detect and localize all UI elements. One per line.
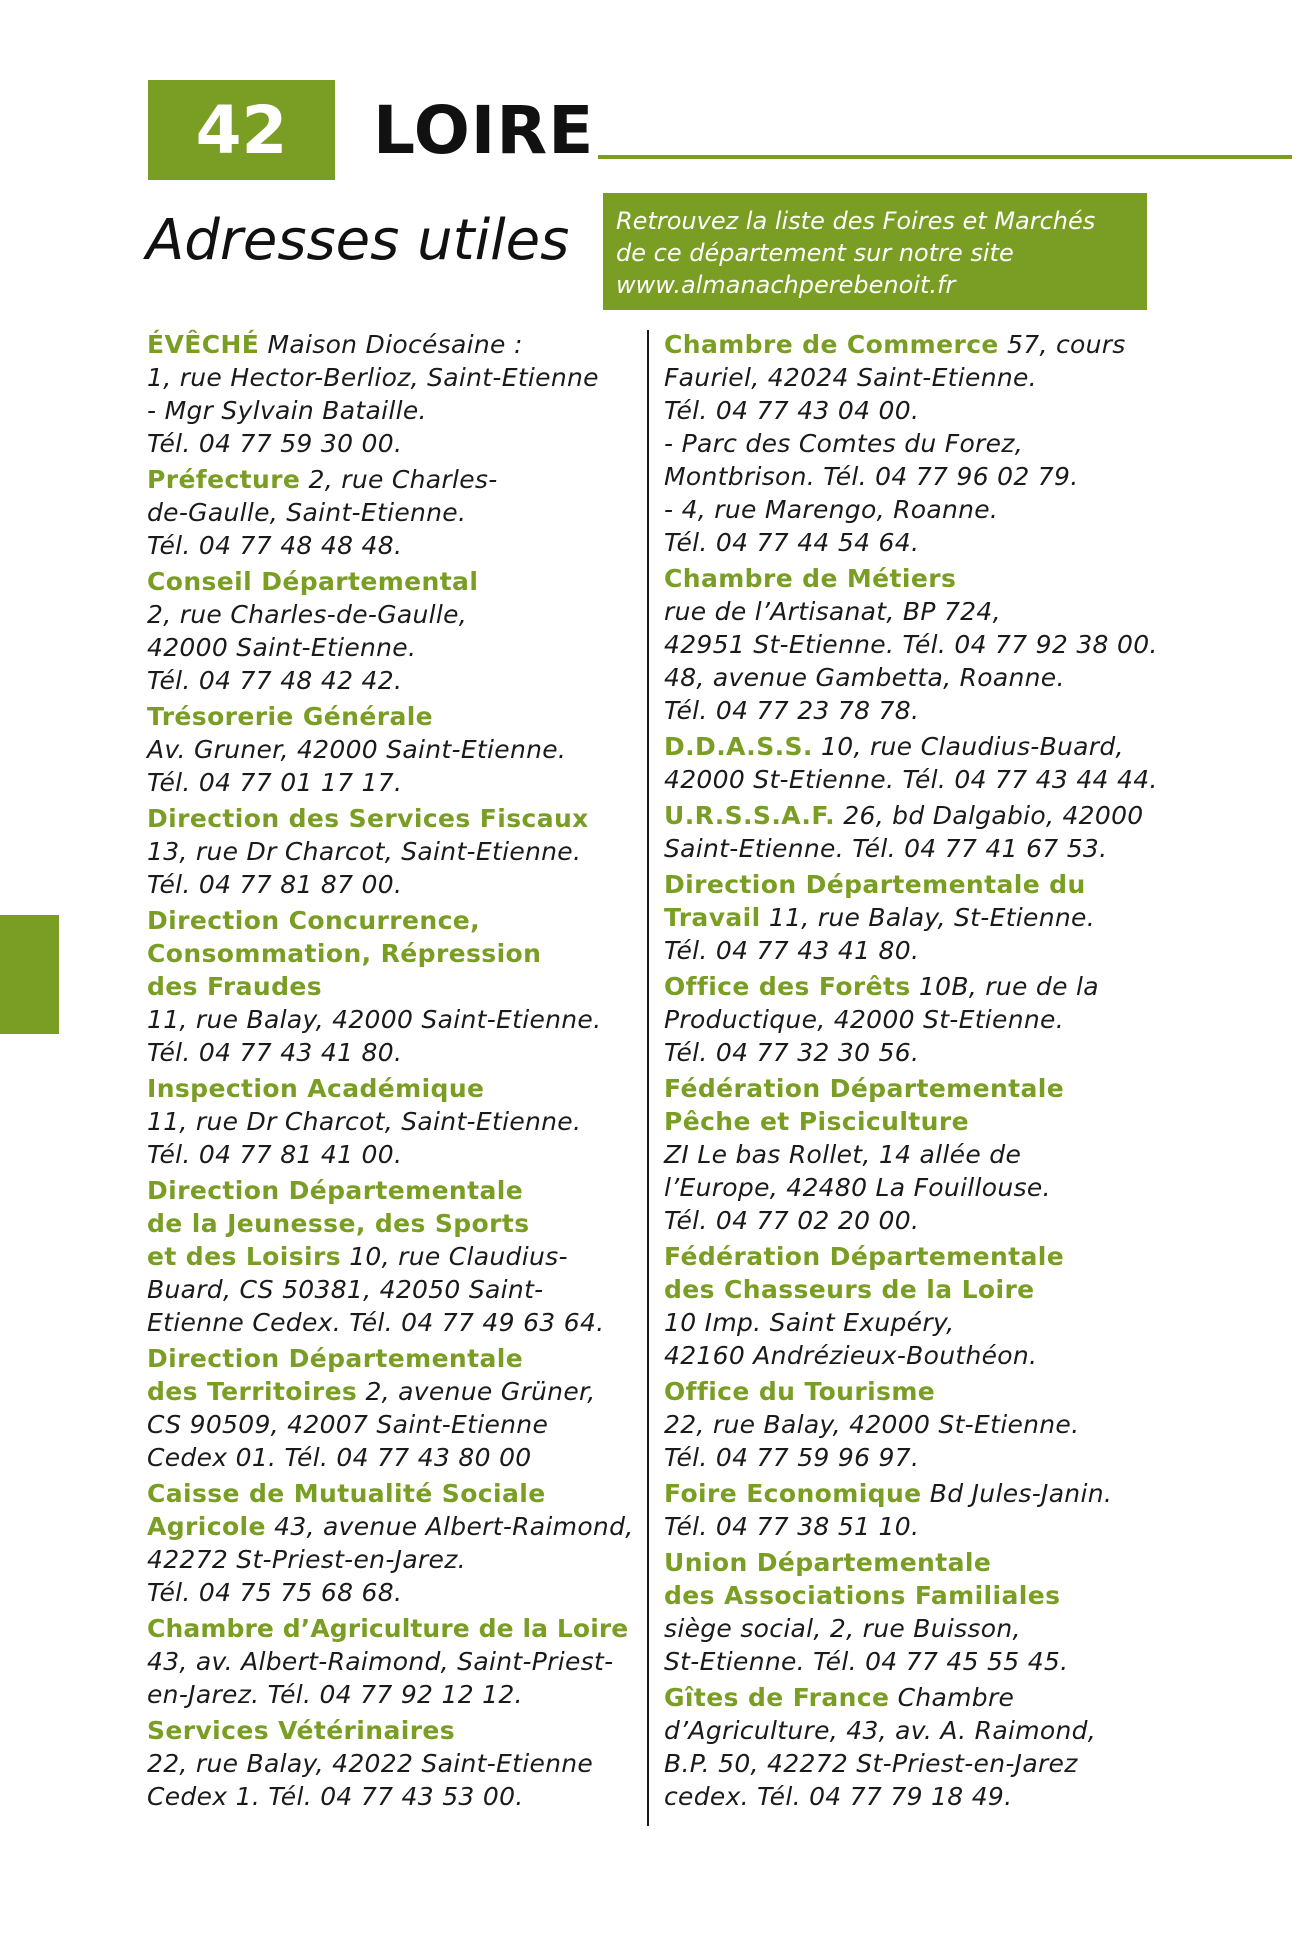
organization-name: de la Jeunesse, des Sports bbox=[147, 1209, 530, 1238]
organization-name: Consommation, Répression bbox=[147, 939, 542, 968]
address-entry bbox=[664, 730, 1284, 796]
address-text: d’Agriculture, 43, av. A. Raimond, bbox=[664, 1716, 1097, 1745]
entry-line bbox=[664, 661, 1284, 694]
entry-line bbox=[664, 1612, 1284, 1645]
entry-line bbox=[147, 1306, 637, 1339]
entry-line bbox=[664, 832, 1284, 865]
organization-name: Direction Départementale du bbox=[664, 870, 1086, 899]
entry-line bbox=[664, 934, 1284, 967]
side-tab-marker bbox=[0, 915, 59, 1034]
address-text: 10B, rue de la bbox=[910, 972, 1099, 1001]
entry-line bbox=[147, 496, 637, 529]
organization-name: Fédération Départementale bbox=[664, 1242, 1065, 1271]
entry-line bbox=[664, 394, 1284, 427]
address-entry bbox=[147, 1072, 637, 1171]
address-text: St-Etienne. Tél. 04 77 45 55 45. bbox=[664, 1647, 1069, 1676]
entry-line bbox=[664, 1441, 1284, 1474]
entry-line bbox=[147, 1342, 637, 1375]
entry-line bbox=[664, 1171, 1284, 1204]
entry-line bbox=[147, 1612, 637, 1645]
address-entry bbox=[664, 328, 1284, 559]
address-text: 2, avenue Grüner, bbox=[357, 1377, 596, 1406]
entry-line bbox=[147, 1780, 637, 1813]
entry-line bbox=[147, 1105, 637, 1138]
address-text: Maison Diocésaine : bbox=[259, 330, 523, 359]
entry-line bbox=[664, 562, 1284, 595]
address-entry bbox=[664, 1072, 1284, 1237]
address-text: B.P. 50, 42272 St-Priest-en-Jarez bbox=[664, 1749, 1078, 1778]
address-text: Productique, 42000 St-Etienne. bbox=[664, 1005, 1064, 1034]
organization-name: Préfecture bbox=[147, 465, 301, 494]
organization-name: des Chasseurs de la Loire bbox=[664, 1275, 1035, 1304]
address-entry bbox=[147, 700, 637, 799]
address-text: Tél. 04 77 38 51 10. bbox=[664, 1512, 920, 1541]
address-text: Av. Gruner, 42000 Saint-Etienne. bbox=[147, 735, 567, 764]
entry-line bbox=[147, 361, 637, 394]
address-entry bbox=[664, 970, 1284, 1069]
entry-line bbox=[664, 1747, 1284, 1780]
address-text: 42000 Saint-Etienne. bbox=[147, 633, 417, 662]
address-text: - 4, rue Marengo, Roanne. bbox=[664, 495, 999, 524]
address-entry bbox=[147, 1714, 637, 1813]
organization-name: D.D.A.S.S. bbox=[664, 732, 813, 761]
address-text: Tél. 04 77 01 17 17. bbox=[147, 768, 403, 797]
address-text: Montbrison. Tél. 04 77 96 02 79. bbox=[664, 462, 1079, 491]
entry-line bbox=[664, 868, 1284, 901]
address-text: Etienne Cedex. Tél. 04 77 49 63 64. bbox=[147, 1308, 605, 1337]
department-title: LOIRE bbox=[373, 92, 595, 169]
website-info-box bbox=[603, 193, 1147, 310]
address-text: 42272 St-Priest-en-Jarez. bbox=[147, 1545, 466, 1574]
address-text: Fauriel, 42024 Saint-Etienne. bbox=[664, 363, 1037, 392]
address-text: 43, avenue Albert-Raimond, bbox=[265, 1512, 634, 1541]
entry-line bbox=[664, 1204, 1284, 1237]
organization-name: Travail bbox=[664, 903, 761, 932]
entry-line bbox=[147, 463, 637, 496]
organization-name: Office des Forêts bbox=[664, 972, 911, 1001]
entry-line bbox=[147, 868, 637, 901]
organization-name: Inspection Académique bbox=[147, 1074, 485, 1103]
entry-line bbox=[664, 1714, 1284, 1747]
entry-line bbox=[147, 664, 637, 697]
address-entry bbox=[664, 868, 1284, 967]
address-text: CS 90509, 42007 Saint-Etienne bbox=[147, 1410, 549, 1439]
entry-line bbox=[147, 1576, 637, 1609]
address-text: - Parc des Comtes du Forez, bbox=[664, 429, 1023, 458]
entry-line bbox=[664, 493, 1284, 526]
entry-line bbox=[147, 733, 637, 766]
address-text: Cedex 1. Tél. 04 77 43 53 00. bbox=[147, 1782, 524, 1811]
address-text: Buard, CS 50381, 42050 Saint- bbox=[147, 1275, 544, 1304]
address-text: Tél. 04 77 48 42 42. bbox=[147, 666, 403, 695]
entry-line bbox=[664, 460, 1284, 493]
address-entry bbox=[664, 799, 1284, 865]
entry-line bbox=[147, 766, 637, 799]
entry-line bbox=[147, 1375, 637, 1408]
address-entry bbox=[147, 463, 637, 562]
entry-line bbox=[664, 901, 1284, 934]
entry-line bbox=[664, 799, 1284, 832]
address-text: 26, bd Dalgabio, 42000 bbox=[835, 801, 1144, 830]
entry-line bbox=[664, 1072, 1284, 1105]
address-text: Tél. 04 77 23 78 78. bbox=[664, 696, 920, 725]
address-text: 2, rue Charles- bbox=[300, 465, 498, 494]
entry-line bbox=[147, 565, 637, 598]
entry-line bbox=[147, 1207, 637, 1240]
address-text: 11, rue Dr Charcot, Saint-Etienne. bbox=[147, 1107, 582, 1136]
info-line: Retrouvez la liste des Foires et Marchés bbox=[616, 207, 1096, 235]
entry-line bbox=[147, 1174, 637, 1207]
entry-line bbox=[147, 1645, 637, 1678]
entry-line bbox=[664, 1780, 1284, 1813]
entry-line bbox=[664, 1477, 1284, 1510]
entry-line bbox=[664, 694, 1284, 727]
address-entry bbox=[147, 802, 637, 901]
entry-line bbox=[664, 1339, 1284, 1372]
organization-name: Direction Concurrence, bbox=[147, 906, 481, 935]
address-entry bbox=[664, 1477, 1284, 1543]
left-address-column bbox=[147, 328, 637, 1816]
address-entry bbox=[664, 1546, 1284, 1678]
address-text: 22, rue Balay, 42000 St-Etienne. bbox=[664, 1410, 1080, 1439]
address-entry bbox=[664, 1375, 1284, 1474]
entry-line bbox=[147, 1543, 637, 1576]
organization-name: et des Loisirs bbox=[147, 1242, 341, 1271]
address-text: 42160 Andrézieux-Bouthéon. bbox=[664, 1341, 1038, 1370]
entry-line bbox=[664, 970, 1284, 1003]
address-text: 11, rue Balay, St-Etienne. bbox=[760, 903, 1095, 932]
address-entry bbox=[664, 562, 1284, 727]
organization-name: ÉVÊCHÉ bbox=[147, 330, 260, 359]
address-text: Tél. 04 77 81 41 00. bbox=[147, 1140, 403, 1169]
entry-line bbox=[664, 730, 1284, 763]
entry-line bbox=[664, 427, 1284, 460]
title-rule bbox=[598, 155, 1292, 159]
entry-line bbox=[147, 394, 637, 427]
entry-line bbox=[147, 970, 637, 1003]
organization-name: Direction Départementale bbox=[147, 1176, 524, 1205]
address-text: 13, rue Dr Charcot, Saint-Etienne. bbox=[147, 837, 582, 866]
address-text: Bd Jules-Janin. bbox=[921, 1479, 1113, 1508]
info-line: www.almanachperebenoit.fr bbox=[616, 271, 956, 299]
address-text: cedex. Tél. 04 77 79 18 49. bbox=[664, 1782, 1013, 1811]
address-text: Tél. 04 77 59 96 97. bbox=[664, 1443, 920, 1472]
address-text: 48, avenue Gambetta, Roanne. bbox=[664, 663, 1065, 692]
entry-line bbox=[147, 1678, 637, 1711]
entry-line bbox=[664, 328, 1284, 361]
entry-line bbox=[147, 835, 637, 868]
entry-line bbox=[664, 628, 1284, 661]
entry-line bbox=[147, 1072, 637, 1105]
organization-name: des Associations Familiales bbox=[664, 1581, 1061, 1610]
entry-line bbox=[664, 1273, 1284, 1306]
entry-line bbox=[147, 1036, 637, 1069]
address-text: Tél. 04 75 75 68 68. bbox=[147, 1578, 403, 1607]
entry-line bbox=[147, 427, 637, 460]
entry-line bbox=[664, 1681, 1284, 1714]
address-entry bbox=[664, 1240, 1284, 1372]
entry-line bbox=[664, 1105, 1284, 1138]
address-text: 11, rue Balay, 42000 Saint-Etienne. bbox=[147, 1005, 602, 1034]
organization-name: Direction Départementale bbox=[147, 1344, 524, 1373]
address-text: Chambre bbox=[889, 1683, 1015, 1712]
entry-line bbox=[147, 802, 637, 835]
organization-name: Caisse de Mutualité Sociale bbox=[147, 1479, 546, 1508]
organization-name: Foire Economique bbox=[664, 1479, 922, 1508]
address-text: Saint-Etienne. Tél. 04 77 41 67 53. bbox=[664, 834, 1108, 863]
address-text: de-Gaulle, Saint-Etienne. bbox=[147, 498, 467, 527]
entry-line bbox=[147, 1441, 637, 1474]
entry-line bbox=[147, 904, 637, 937]
address-text: ZI Le bas Rollet, 14 allée de bbox=[664, 1140, 1022, 1169]
address-text: 10, rue Claudius-Buard, bbox=[812, 732, 1124, 761]
address-entry bbox=[147, 1612, 637, 1711]
address-text: - Mgr Sylvain Bataille. bbox=[147, 396, 427, 425]
address-text: Tél. 04 77 81 87 00. bbox=[147, 870, 403, 899]
address-text: Tél. 04 77 44 54 64. bbox=[664, 528, 920, 557]
organization-name: Agricole bbox=[147, 1512, 266, 1541]
organization-name: Services Vétérinaires bbox=[147, 1716, 456, 1745]
entry-line bbox=[147, 1273, 637, 1306]
organization-name: Chambre de Commerce bbox=[664, 330, 999, 359]
address-text: Tél. 04 77 32 30 56. bbox=[664, 1038, 920, 1067]
entry-line bbox=[147, 328, 637, 361]
info-line: de ce département sur notre site bbox=[616, 239, 1014, 267]
entry-line bbox=[664, 526, 1284, 559]
address-text: Cedex 01. Tél. 04 77 43 80 00 bbox=[147, 1443, 532, 1472]
organization-name: Office du Tourisme bbox=[664, 1377, 936, 1406]
entry-line bbox=[664, 763, 1284, 796]
entry-line bbox=[147, 1747, 637, 1780]
address-text: 43, av. Albert-Raimond, Saint-Priest- bbox=[147, 1647, 614, 1676]
organization-name: Chambre d’Agriculture de la Loire bbox=[147, 1614, 629, 1643]
address-entry bbox=[147, 328, 637, 460]
address-text: 42000 St-Etienne. Tél. 04 77 43 44 44. bbox=[664, 765, 1158, 794]
entry-line bbox=[664, 1375, 1284, 1408]
organization-name: des Territoires bbox=[147, 1377, 358, 1406]
entry-line bbox=[147, 700, 637, 733]
address-entry bbox=[147, 1342, 637, 1474]
organization-name: Direction des Services Fiscaux bbox=[147, 804, 589, 833]
entry-line bbox=[664, 1306, 1284, 1339]
entry-line bbox=[664, 1510, 1284, 1543]
entry-line bbox=[147, 631, 637, 664]
entry-line bbox=[147, 937, 637, 970]
address-text: 42951 St-Etienne. Tél. 04 77 92 38 00. bbox=[664, 630, 1158, 659]
entry-line bbox=[664, 1408, 1284, 1441]
entry-line bbox=[664, 1645, 1284, 1678]
entry-line bbox=[147, 1477, 637, 1510]
address-text: siège social, 2, rue Buisson, bbox=[664, 1614, 1021, 1643]
organization-name: Fédération Départementale bbox=[664, 1074, 1065, 1103]
organization-name: U.R.S.S.A.F. bbox=[664, 801, 836, 830]
address-text: Tél. 04 77 43 41 80. bbox=[147, 1038, 403, 1067]
address-entry bbox=[147, 1477, 637, 1609]
address-text: 1, rue Hector-Berlioz, Saint-Etienne bbox=[147, 363, 599, 392]
department-number-badge: 42 bbox=[148, 80, 335, 180]
address-text: 57, cours bbox=[998, 330, 1126, 359]
address-text: Tél. 04 77 02 20 00. bbox=[664, 1206, 920, 1235]
address-text: Tél. 04 77 43 41 80. bbox=[664, 936, 920, 965]
address-text: en-Jarez. Tél. 04 77 92 12 12. bbox=[147, 1680, 523, 1709]
entry-line bbox=[147, 1003, 637, 1036]
address-entry bbox=[664, 1681, 1284, 1813]
address-entry bbox=[147, 1174, 637, 1339]
entry-line bbox=[664, 1138, 1284, 1171]
page-subtitle: Adresses utiles bbox=[146, 208, 570, 273]
address-text: Tél. 04 77 43 04 00. bbox=[664, 396, 920, 425]
organization-name: Trésorerie Générale bbox=[147, 702, 434, 731]
entry-line bbox=[664, 1003, 1284, 1036]
entry-line bbox=[664, 1546, 1284, 1579]
entry-line bbox=[147, 1240, 637, 1273]
entry-line bbox=[147, 1408, 637, 1441]
address-entry bbox=[147, 565, 637, 697]
address-entry bbox=[147, 904, 637, 1069]
address-text: 10, rue Claudius- bbox=[340, 1242, 568, 1271]
organization-name: Pêche et Pisciculture bbox=[664, 1107, 969, 1136]
organization-name: Gîtes de France bbox=[664, 1683, 890, 1712]
right-address-column bbox=[664, 328, 1284, 1816]
entry-line bbox=[147, 1714, 637, 1747]
organization-name: Conseil Départemental bbox=[147, 567, 479, 596]
organization-name: des Fraudes bbox=[147, 972, 323, 1001]
entry-line bbox=[664, 361, 1284, 394]
entry-line bbox=[664, 1036, 1284, 1069]
entry-line bbox=[664, 1240, 1284, 1273]
column-divider bbox=[647, 330, 649, 1826]
address-text: rue de l’Artisanat, BP 724, bbox=[664, 597, 1001, 626]
organization-name: Union Départementale bbox=[664, 1548, 992, 1577]
entry-line bbox=[147, 598, 637, 631]
organization-name: Chambre de Métiers bbox=[664, 564, 957, 593]
entry-line bbox=[147, 529, 637, 562]
address-text: l’Europe, 42480 La Fouillouse. bbox=[664, 1173, 1051, 1202]
entry-line bbox=[147, 1138, 637, 1171]
entry-line bbox=[664, 595, 1284, 628]
address-text: 2, rue Charles-de-Gaulle, bbox=[147, 600, 468, 629]
address-text: Tél. 04 77 48 48 48. bbox=[147, 531, 403, 560]
entry-line bbox=[664, 1579, 1284, 1612]
address-text: Tél. 04 77 59 30 00. bbox=[147, 429, 403, 458]
address-text: 22, rue Balay, 42022 Saint-Etienne bbox=[147, 1749, 594, 1778]
entry-line bbox=[147, 1510, 637, 1543]
address-text: 10 Imp. Saint Exupéry, bbox=[664, 1308, 955, 1337]
